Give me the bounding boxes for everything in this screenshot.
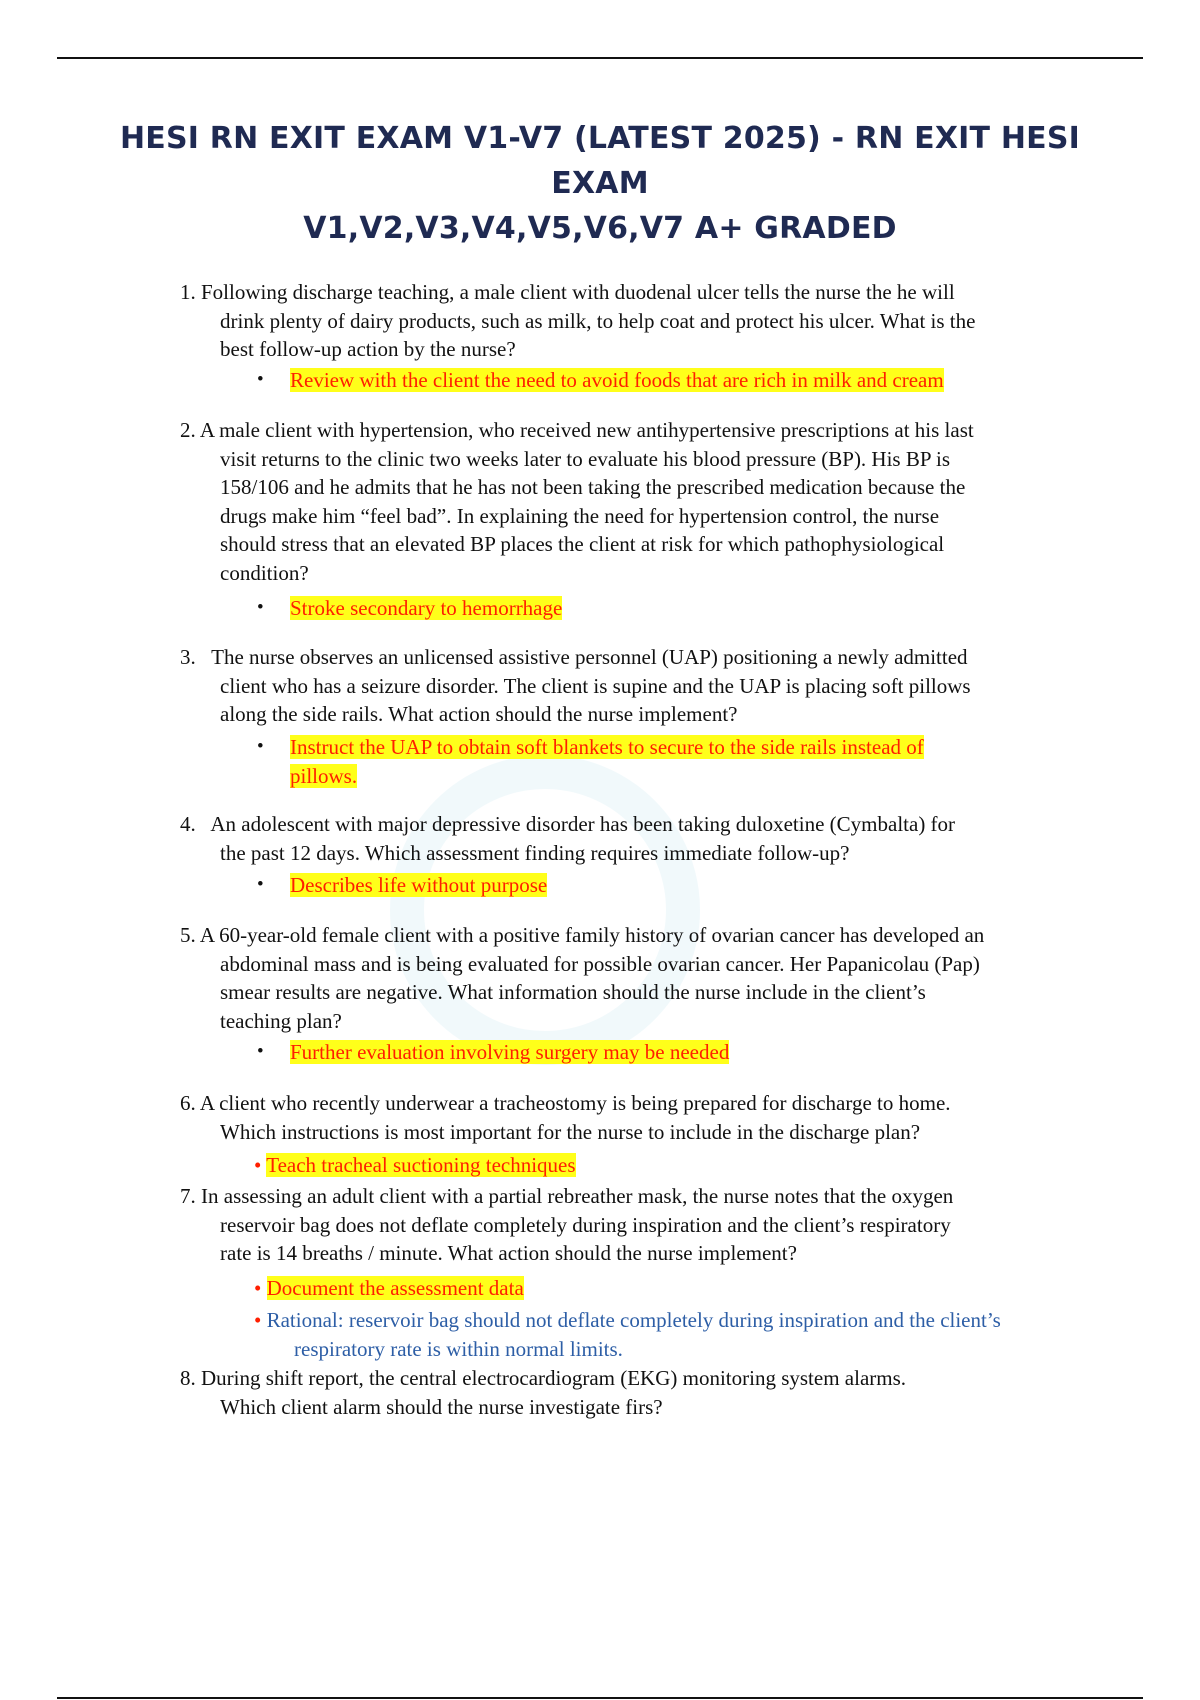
question-text-line: teaching plan? — [220, 1008, 342, 1033]
question-text-line: A 60-year-old female client with a positive family history of ovarian cancer has developed an — [199, 923, 985, 947]
question-4 — [180, 810, 1090, 867]
question-text-line: Which instructions is most important for the nurse to include in the discharge plan? — [220, 1119, 921, 1144]
bottom-rule — [57, 1697, 1143, 1699]
answer-3 — [290, 733, 924, 790]
bullet-icon: • — [257, 597, 264, 618]
bullet-icon: • — [254, 1153, 262, 1177]
question-text-line: 158/106 and he admits that he has not been taking the prescribed medication because the — [220, 475, 966, 500]
answer-2 — [290, 594, 562, 623]
bullet-icon: • — [257, 874, 264, 895]
bullet-icon: • — [254, 1308, 262, 1332]
question-text-line: A client who recently underwear a tracheostomy is being prepared for discharge to home. — [199, 1091, 951, 1115]
question-text-line: The nurse observes an unlicensed assistive personnel (UAP) positioning a newly admitted — [211, 645, 968, 669]
question-text-line: the past 12 days. Which assessment finding requires immediate follow-up? — [220, 840, 850, 865]
question-7 — [180, 1182, 1090, 1268]
answer-text: pillows. — [290, 763, 358, 788]
question-text-line: Which client alarm should the nurse investigate firs? — [220, 1394, 663, 1419]
question-text-line: smear results are negative. What information should the nurse include in the client’s — [220, 980, 926, 1005]
question-text-line: client who has a seizure disorder. The client is supine and the UAP is placing soft pillows — [220, 673, 971, 698]
title-line-2: V1,V2,V3,V4,V5,V6,V7 A+ GRADED — [303, 211, 897, 246]
answer-text: Teach tracheal suctioning techniques — [266, 1153, 576, 1177]
question-text-line: In assessing an adult client with a partial rebreather mask, the nurse notes that the oxygen — [201, 1184, 954, 1208]
question-text-line: During shift report, the central electrocardiogram (EKG) monitoring system alarms. — [201, 1366, 907, 1390]
question-5 — [180, 921, 1090, 1035]
question-text-line: reservoir bag does not deflate completely during inspiration and the client’s respiratory — [220, 1212, 951, 1237]
answer-5 — [290, 1038, 729, 1067]
question-number: 7. — [180, 1184, 196, 1208]
bullet-icon: • — [257, 736, 264, 757]
bullet-icon: • — [254, 1276, 262, 1300]
answer-text: Further evaluation involving surgery may be needed — [290, 1040, 730, 1064]
question-text-line: drugs make him “feel bad”. In explaining the need for hypertension control, the nurse — [220, 503, 940, 528]
question-8 — [180, 1364, 1090, 1421]
question-text-line: A male client with hypertension, who received new antihypertensive prescriptions at his last — [199, 418, 974, 442]
answer-text: Document the assessment data — [266, 1276, 524, 1300]
document-title — [100, 116, 1100, 251]
question-text-line: visit returns to the clinic two weeks later to evaluate his blood pressure (BP). His BP is — [220, 446, 951, 471]
question-number: 5. — [180, 923, 196, 947]
question-2 — [180, 416, 1090, 588]
question-number: 6. — [180, 1091, 196, 1115]
question-text-line: Following discharge teaching, a male client with duodenal ulcer tells the nurse the he will — [201, 280, 955, 304]
title-line-1: HESI RN EXIT EXAM V1-V7 (LATEST 2025) - RN EXIT HESI EXAM — [119, 121, 1081, 201]
question-text-line: drink plenty of dairy products, such as milk, to help coat and protect his ulcer. What is the — [220, 308, 976, 333]
answer-4 — [290, 871, 547, 900]
question-number: 3. — [180, 645, 196, 669]
question-text-line: abdominal mass and is being evaluated for possible ovarian cancer. Her Papanicolau (Pap) — [220, 951, 980, 976]
question-number: 8. — [180, 1366, 196, 1390]
top-rule — [57, 57, 1143, 59]
answer-6 — [254, 1151, 576, 1180]
answer-text: Describes life without purpose — [290, 873, 548, 897]
question-text-line: should stress that an elevated BP places the client at risk for which pathophysiological — [220, 532, 945, 557]
question-number: 4. — [180, 812, 196, 836]
bullet-icon: • — [257, 369, 264, 390]
answer-text: Stroke secondary to hemorrhage — [290, 596, 563, 620]
question-number: 2. — [180, 418, 196, 442]
rationale-text: respiratory rate is within normal limits. — [294, 1336, 623, 1361]
rationale-text: Rational: reservoir bag should not deflate completely during inspiration and the client’s — [266, 1308, 1001, 1332]
rationale-7 — [254, 1306, 1134, 1363]
question-number: 1. — [180, 280, 196, 304]
question-text-line: An adolescent with major depressive disorder has been taking duloxetine (Cymbalta) for — [210, 812, 956, 836]
answer-text: Instruct the UAP to obtain soft blankets to secure to the side rails instead of — [290, 735, 924, 759]
question-text-line: rate is 14 breaths / minute. What action should the nurse implement? — [220, 1241, 797, 1266]
question-3 — [180, 643, 1090, 729]
question-text-line: best follow-up action by the nurse? — [220, 337, 516, 362]
question-text-line: along the side rails. What action should the nurse implement? — [220, 702, 738, 727]
answer-text: Review with the client the need to avoid foods that are rich in milk and cream — [290, 368, 944, 392]
bullet-icon: • — [257, 1041, 264, 1062]
answer-7 — [254, 1274, 524, 1303]
question-1 — [180, 278, 1090, 364]
question-text-line: condition? — [220, 560, 309, 585]
answer-1 — [290, 366, 944, 395]
question-6 — [180, 1089, 1090, 1146]
